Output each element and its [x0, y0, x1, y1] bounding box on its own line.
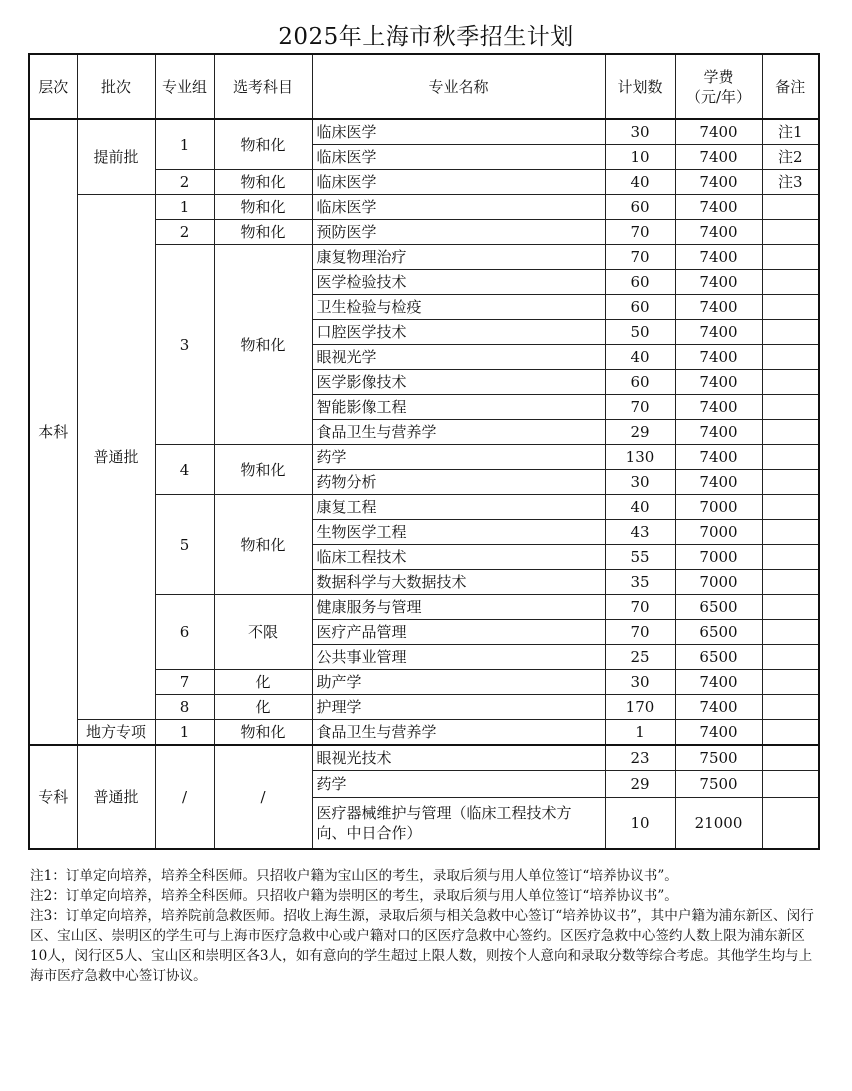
- fee-cell: 7400: [675, 195, 762, 220]
- major-cell: 食品卫生与营养学: [312, 420, 605, 445]
- remark-cell: [762, 245, 819, 270]
- subject-cell: 物和化: [214, 170, 312, 195]
- remark-cell: 注1: [762, 119, 819, 145]
- header-fee-line1: 学费: [703, 67, 734, 86]
- header-group: 专业组: [155, 54, 214, 119]
- group-cell: 7: [155, 670, 214, 695]
- note-2: 注2：订单定向培养，培养全科医师。只招收户籍为崇明区的考生，录取后须与用人单位签订“培养协议书”。: [30, 888, 678, 904]
- header-level: 层次: [29, 54, 77, 119]
- remark-cell: [762, 295, 819, 320]
- table-row: [29, 745, 819, 771]
- level-cell-college: 专科: [29, 745, 77, 849]
- fee-cell: 7400: [675, 220, 762, 245]
- major-cell: 健康服务与管理: [312, 595, 605, 620]
- remark-cell: [762, 670, 819, 695]
- remark-cell: [762, 495, 819, 520]
- subject-cell: /: [214, 745, 312, 849]
- plan-cell: 70: [605, 620, 675, 645]
- remark-cell: [762, 195, 819, 220]
- fee-cell: 7000: [675, 570, 762, 595]
- fee-cell: 7400: [675, 295, 762, 320]
- subject-cell: 物和化: [214, 720, 312, 746]
- remark-cell: [762, 395, 819, 420]
- remark-cell: [762, 445, 819, 470]
- plan-cell: 10: [605, 798, 675, 850]
- remark-cell: [762, 520, 819, 545]
- header-remark: 备注: [762, 54, 819, 119]
- group-cell: 1: [155, 119, 214, 170]
- subject-cell: 化: [214, 670, 312, 695]
- remark-cell: [762, 798, 819, 850]
- major-cell: 临床医学: [312, 145, 605, 170]
- subject-cell: 物和化: [214, 445, 312, 495]
- header-batch: 批次: [77, 54, 155, 119]
- fee-cell: 7000: [675, 495, 762, 520]
- header-plan: 计划数: [605, 54, 675, 119]
- group-cell: 3: [155, 245, 214, 445]
- fee-cell: 7400: [675, 470, 762, 495]
- plan-cell: 23: [605, 745, 675, 771]
- fee-cell: 7400: [675, 170, 762, 195]
- plan-cell: 170: [605, 695, 675, 720]
- group-cell: 6: [155, 595, 214, 670]
- subject-cell: 物和化: [214, 495, 312, 595]
- major-cell: 医学检验技术: [312, 270, 605, 295]
- plan-cell: 43: [605, 520, 675, 545]
- batch-cell-college-regular: 普通批: [77, 745, 155, 849]
- plan-cell: 30: [605, 470, 675, 495]
- fee-cell: 7000: [675, 520, 762, 545]
- plan-cell: 60: [605, 370, 675, 395]
- fee-cell: 7400: [675, 119, 762, 145]
- remark-cell: [762, 545, 819, 570]
- group-cell: 1: [155, 720, 214, 746]
- remark-cell: [762, 220, 819, 245]
- major-cell: 卫生检验与检疫: [312, 295, 605, 320]
- header-fee: [675, 54, 762, 119]
- group-cell: 4: [155, 445, 214, 495]
- subject-cell: 物和化: [214, 195, 312, 220]
- remark-cell: 注2: [762, 145, 819, 170]
- table-row: [29, 720, 819, 746]
- group-cell: 5: [155, 495, 214, 595]
- remark-cell: [762, 720, 819, 746]
- plan-cell: 29: [605, 771, 675, 798]
- plan-cell: 1: [605, 720, 675, 746]
- major-cell: 护理学: [312, 695, 605, 720]
- plan-cell: 60: [605, 195, 675, 220]
- group-cell: /: [155, 745, 214, 849]
- subject-cell: 化: [214, 695, 312, 720]
- level-cell-bachelor: 本科: [29, 119, 77, 745]
- fee-cell: 6500: [675, 620, 762, 645]
- plan-cell: 70: [605, 245, 675, 270]
- subject-cell: 物和化: [214, 245, 312, 445]
- fee-cell: 7400: [675, 370, 762, 395]
- plan-cell: 40: [605, 170, 675, 195]
- major-cell: 临床医学: [312, 170, 605, 195]
- plan-cell: 30: [605, 670, 675, 695]
- table-row: [29, 119, 819, 145]
- note-1: 注1：订单定向培养，培养全科医师。只招收户籍为宝山区的考生，录取后须与用人单位签订“培养协议书”。: [30, 868, 678, 884]
- remark-cell: [762, 270, 819, 295]
- major-cell: 药学: [312, 445, 605, 470]
- group-cell: 1: [155, 195, 214, 220]
- major-cell: 预防医学: [312, 220, 605, 245]
- plan-cell: 29: [605, 420, 675, 445]
- fee-cell: 7500: [675, 745, 762, 771]
- header-row: [29, 54, 819, 119]
- major-cell: 康复物理治疗: [312, 245, 605, 270]
- batch-cell-early: 提前批: [77, 119, 155, 195]
- plan-cell: 70: [605, 395, 675, 420]
- major-cell: 口腔医学技术: [312, 320, 605, 345]
- remark-cell: [762, 745, 819, 771]
- header-major: 专业名称: [312, 54, 605, 119]
- plan-cell: 30: [605, 119, 675, 145]
- remark-cell: [762, 320, 819, 345]
- plan-cell: 70: [605, 595, 675, 620]
- table-row: [29, 195, 819, 220]
- fee-cell: 7400: [675, 395, 762, 420]
- major-cell: 医疗器械维护与管理（临床工程技术方向、中日合作）: [312, 798, 605, 850]
- enrollment-plan-table: [28, 53, 820, 850]
- plan-cell: 130: [605, 445, 675, 470]
- fee-cell: 21000: [675, 798, 762, 850]
- group-cell: 8: [155, 695, 214, 720]
- subject-cell: 不限: [214, 595, 312, 670]
- remark-cell: [762, 470, 819, 495]
- page-title: 2025年上海市秋季招生计划: [278, 24, 574, 50]
- major-cell: 医学影像技术: [312, 370, 605, 395]
- group-cell: 2: [155, 170, 214, 195]
- fee-cell: 7400: [675, 345, 762, 370]
- major-cell: 临床工程技术: [312, 545, 605, 570]
- plan-cell: 40: [605, 495, 675, 520]
- fee-cell: 6500: [675, 595, 762, 620]
- remark-cell: [762, 570, 819, 595]
- note-3: 注3：订单定向培养，培养院前急救医师。招收上海生源，录取后须与相关急救中心签订“培养协议书”，其中户籍为浦东新区、闵行区、宝山区、崇明区的学生可与上海市医疗急救中心或户籍对口的区医疗急救中心签约。区医疗急救中心签约人数上限为浦东新区10人，闵行区5人、宝山区和崇明区各3人，如有意向的学生超过上限人数，则按个人意向和录取分数等综合考虑。其他学生均与上海市医疗急救中心签订协议。: [30, 908, 814, 984]
- major-cell: 助产学: [312, 670, 605, 695]
- fee-cell: 7000: [675, 545, 762, 570]
- plan-cell: 55: [605, 545, 675, 570]
- major-cell: 药学: [312, 771, 605, 798]
- remark-cell: [762, 645, 819, 670]
- major-cell: 临床医学: [312, 195, 605, 220]
- major-cell: 公共事业管理: [312, 645, 605, 670]
- batch-cell-local: 地方专项: [77, 720, 155, 746]
- remark-cell: [762, 620, 819, 645]
- plan-cell: 40: [605, 345, 675, 370]
- fee-cell: 7400: [675, 420, 762, 445]
- major-cell: 食品卫生与营养学: [312, 720, 605, 746]
- group-cell: 2: [155, 220, 214, 245]
- plan-cell: 35: [605, 570, 675, 595]
- major-cell: 眼视光技术: [312, 745, 605, 771]
- batch-cell-regular: 普通批: [77, 195, 155, 720]
- fee-cell: 7400: [675, 245, 762, 270]
- subject-cell: 物和化: [214, 119, 312, 170]
- fee-cell: 7400: [675, 445, 762, 470]
- subject-cell: 物和化: [214, 220, 312, 245]
- header-subject: 选考科目: [214, 54, 312, 119]
- remark-cell: [762, 595, 819, 620]
- remark-cell: [762, 345, 819, 370]
- major-cell: 眼视光学: [312, 345, 605, 370]
- remark-cell: 注3: [762, 170, 819, 195]
- remark-cell: [762, 420, 819, 445]
- plan-cell: 60: [605, 295, 675, 320]
- major-cell: 康复工程: [312, 495, 605, 520]
- remark-cell: [762, 695, 819, 720]
- plan-cell: 60: [605, 270, 675, 295]
- fee-cell: 7400: [675, 720, 762, 746]
- major-cell: 智能影像工程: [312, 395, 605, 420]
- fee-cell: 7500: [675, 771, 762, 798]
- notes-section: [30, 866, 820, 986]
- fee-cell: 7400: [675, 145, 762, 170]
- major-cell: 药物分析: [312, 470, 605, 495]
- fee-cell: 7400: [675, 270, 762, 295]
- fee-cell: 7400: [675, 670, 762, 695]
- fee-cell: 6500: [675, 645, 762, 670]
- plan-cell: 70: [605, 220, 675, 245]
- major-cell: 临床医学: [312, 119, 605, 145]
- header-fee-line2: （元/年）: [685, 87, 752, 106]
- plan-cell: 25: [605, 645, 675, 670]
- major-cell: 生物医学工程: [312, 520, 605, 545]
- major-cell: 医疗产品管理: [312, 620, 605, 645]
- remark-cell: [762, 370, 819, 395]
- remark-cell: [762, 771, 819, 798]
- fee-cell: 7400: [675, 695, 762, 720]
- major-cell: 数据科学与大数据技术: [312, 570, 605, 595]
- fee-cell: 7400: [675, 320, 762, 345]
- plan-cell: 50: [605, 320, 675, 345]
- plan-cell: 10: [605, 145, 675, 170]
